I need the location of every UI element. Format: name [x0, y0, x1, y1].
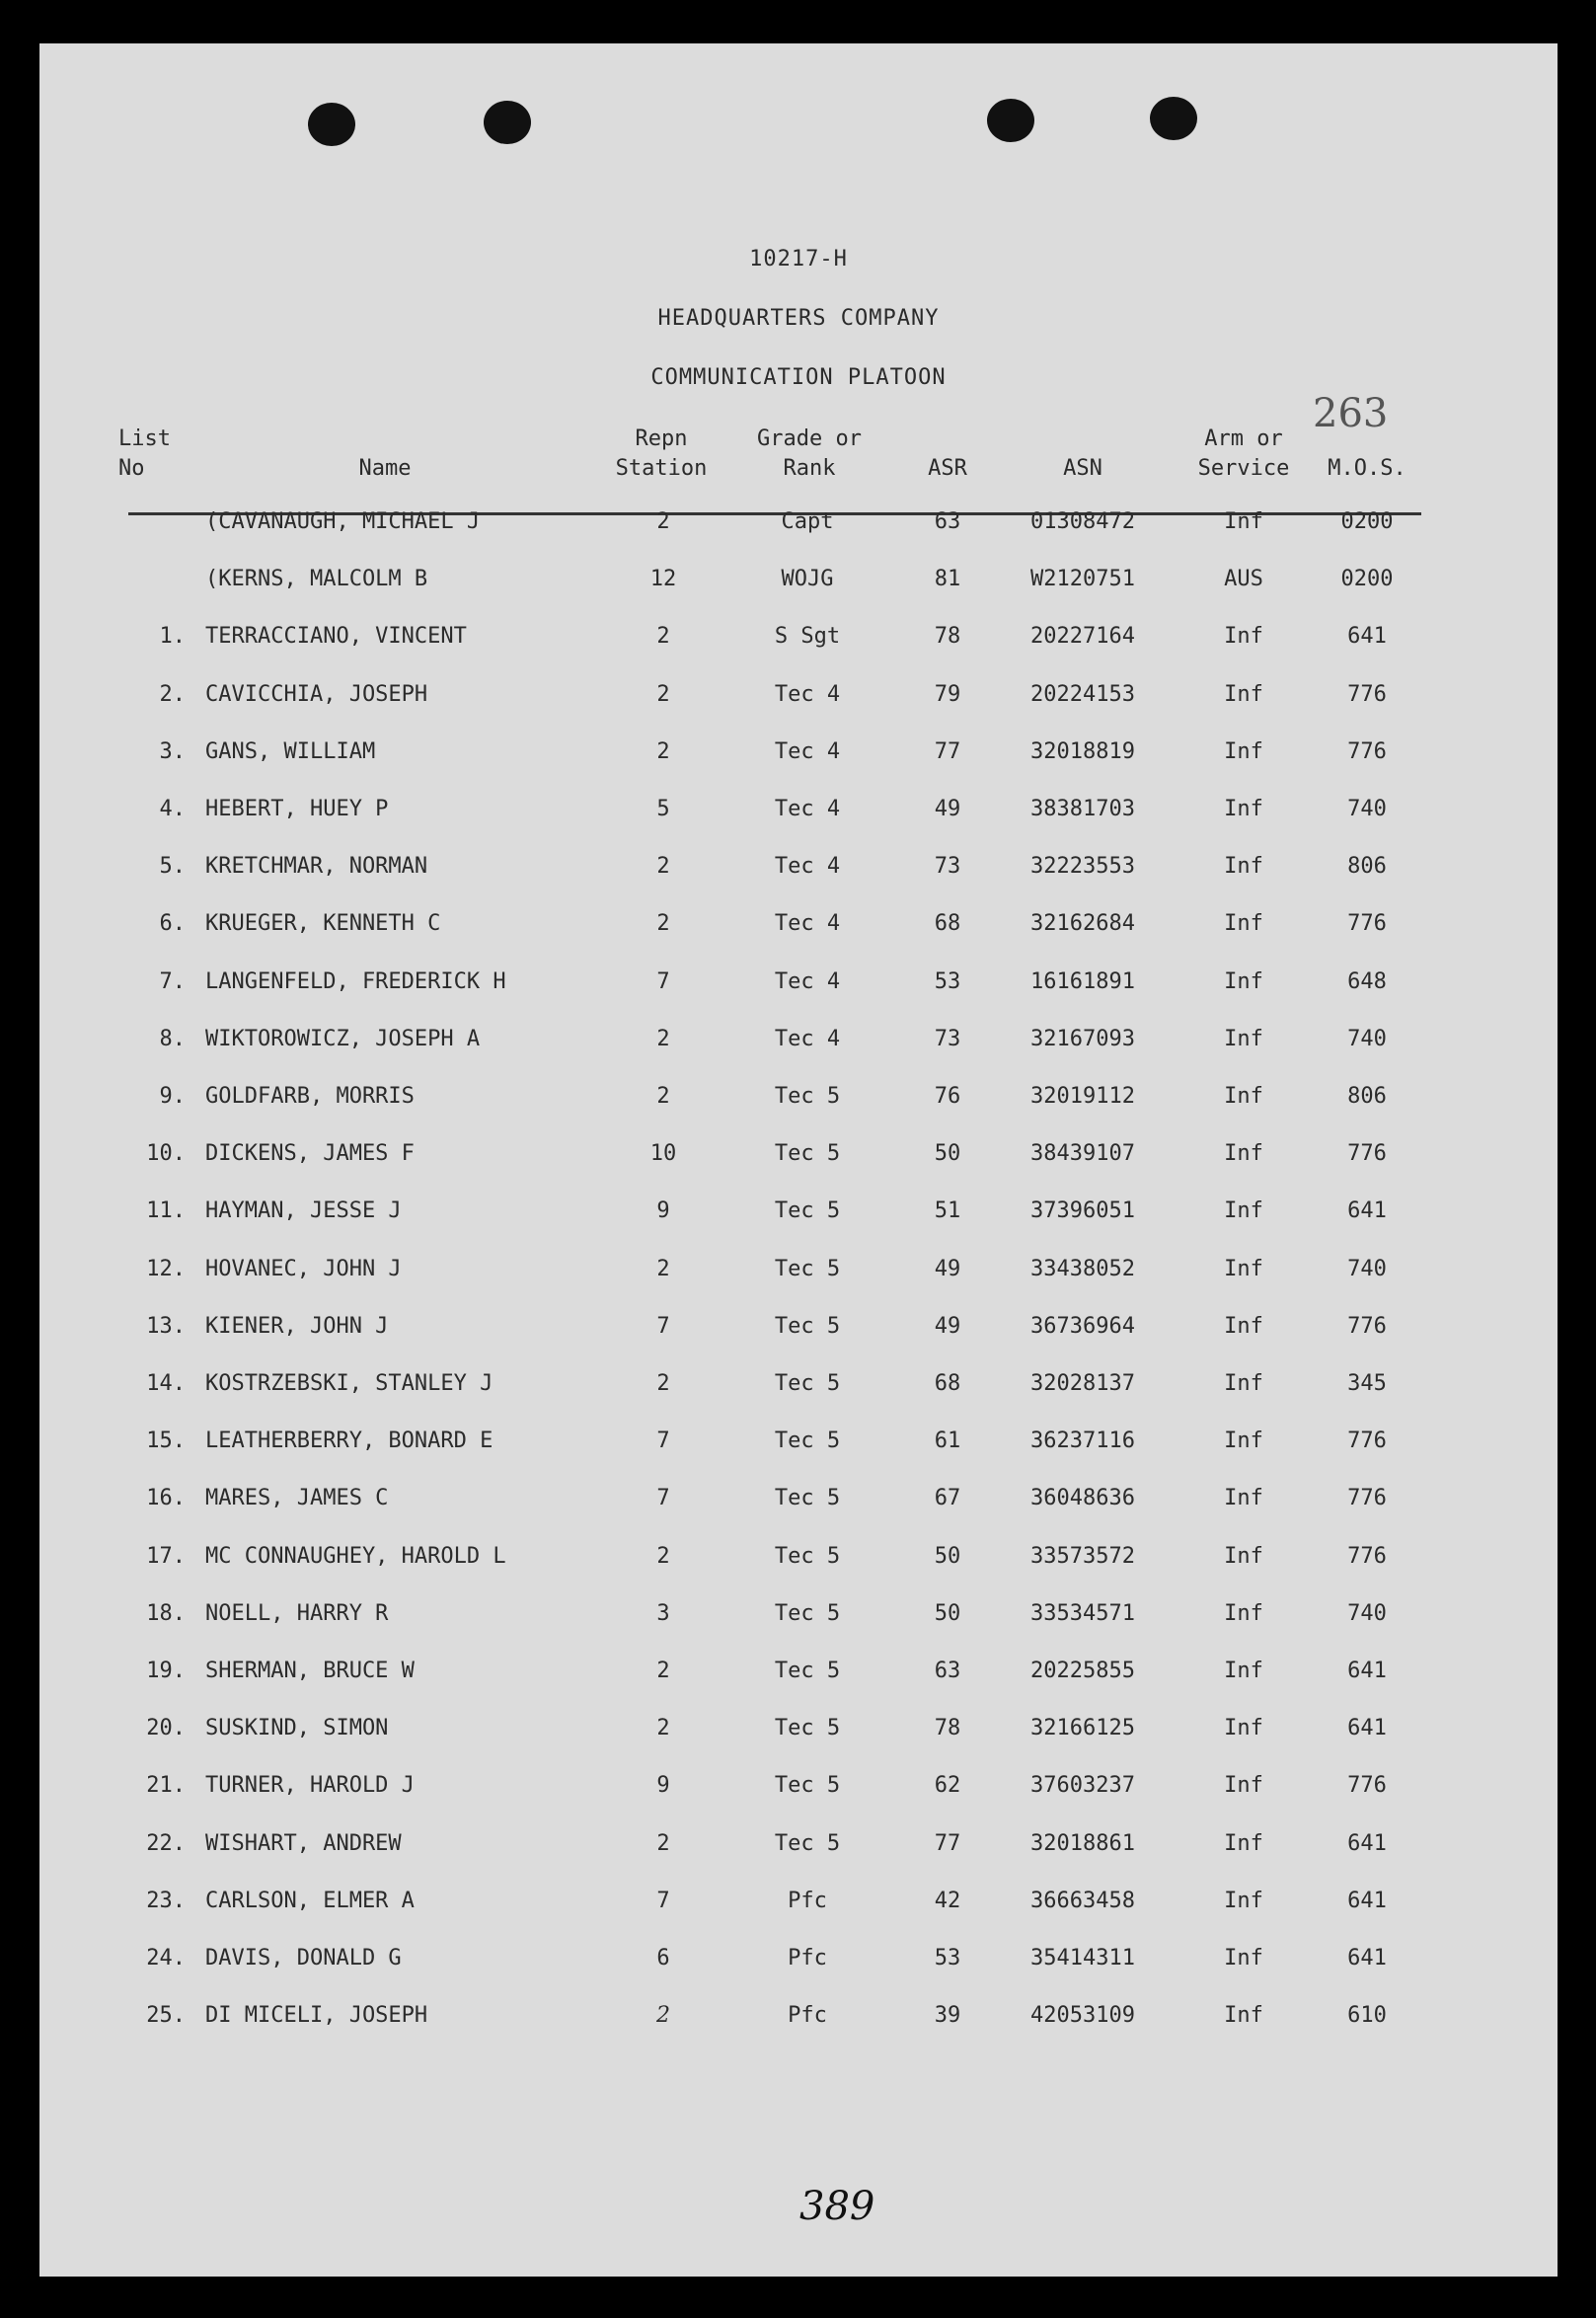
cell-grade: Tec 5	[774, 1716, 841, 1740]
cell-no: 6.	[159, 911, 186, 936]
table-row	[39, 624, 1558, 663]
cell-mos: 776	[1347, 1486, 1387, 1510]
cell-asn: 20224153	[1030, 682, 1135, 707]
cell-no: 23.	[146, 1889, 186, 1913]
cell-grade: Tec 4	[774, 854, 841, 879]
cell-arm: Inf	[1224, 1889, 1263, 1913]
cell-mos: 776	[1347, 1429, 1387, 1453]
cell-name: CAVICCHIA, JOSEPH	[205, 682, 428, 707]
table-row	[39, 1831, 1558, 1871]
cell-asr: 77	[934, 1831, 961, 1856]
cell-grade: Tec 5	[774, 1601, 841, 1626]
table-row	[39, 739, 1558, 779]
cell-no: 12.	[146, 1257, 186, 1281]
cell-asn: 32167093	[1030, 1027, 1135, 1051]
cell-grade: Tec 4	[774, 969, 841, 994]
cell-mos: 806	[1347, 854, 1387, 879]
cell-mos: 641	[1347, 624, 1387, 649]
cell-mos: 610	[1347, 2003, 1387, 2028]
table-row	[39, 854, 1558, 893]
cell-name: HEBERT, HUEY P	[205, 797, 389, 821]
cell-grade: Pfc	[788, 1946, 827, 1970]
punch-hole	[1150, 97, 1197, 140]
cell-arm: Inf	[1224, 1429, 1263, 1453]
cell-station: 2	[656, 1716, 670, 1740]
cell-grade: Pfc	[788, 1889, 827, 1913]
cell-asr: 49	[934, 797, 961, 821]
cell-station: 7	[656, 969, 670, 994]
cell-grade: Tec 4	[774, 682, 841, 707]
cell-grade: Tec 5	[774, 1371, 841, 1396]
table-row	[39, 969, 1558, 1009]
cell-name: HOVANEC, JOHN J	[205, 1257, 402, 1281]
cell-asr: 81	[934, 567, 961, 591]
cell-arm: Inf	[1224, 1371, 1263, 1396]
cell-grade: Tec 4	[774, 911, 841, 936]
cell-name: DAVIS, DONALD G	[205, 1946, 402, 1970]
cell-arm: Inf	[1224, 1659, 1263, 1683]
cell-grade: Tec 5	[774, 1141, 841, 1166]
cell-grade: Tec 5	[774, 1198, 841, 1223]
cell-no: 14.	[146, 1371, 186, 1396]
table-row	[39, 2003, 1558, 2043]
cell-asn: 37603237	[1030, 1773, 1135, 1798]
col-arm-service: Arm or Service	[1197, 426, 1290, 481]
cell-station: 12	[649, 567, 677, 591]
table-row	[39, 1429, 1558, 1468]
cell-arm: Inf	[1224, 1601, 1263, 1626]
cell-asr: 50	[934, 1544, 961, 1569]
cell-asr: 50	[934, 1601, 961, 1626]
page-number: 389	[799, 2184, 875, 2229]
punch-hole	[987, 99, 1034, 142]
cell-name: WISHART, ANDREW	[205, 1831, 402, 1856]
cell-asr: 49	[934, 1314, 961, 1339]
cell-mos: 776	[1347, 911, 1387, 936]
cell-no: 9.	[159, 1084, 186, 1109]
cell-arm: Inf	[1224, 1314, 1263, 1339]
table-row	[39, 1486, 1558, 1525]
cell-asr: 42	[934, 1889, 961, 1913]
cell-mos: 345	[1347, 1371, 1387, 1396]
table-row	[39, 1371, 1558, 1411]
cell-asn: 35414311	[1030, 1946, 1135, 1970]
cell-asn: 42053109	[1030, 2003, 1135, 2028]
cell-mos: 641	[1347, 1716, 1387, 1740]
cell-arm: Inf	[1224, 1716, 1263, 1740]
cell-mos: 776	[1347, 1141, 1387, 1166]
cell-no: 13.	[146, 1314, 186, 1339]
cell-name: DI MICELI, JOSEPH	[205, 2003, 428, 2028]
cell-name: WIKTOROWICZ, JOSEPH A	[205, 1027, 481, 1051]
cell-station: 9	[656, 1773, 670, 1798]
col-repn-station: Repn Station	[615, 426, 708, 481]
cell-station: 2	[656, 624, 670, 649]
cell-grade: Tec 5	[774, 1084, 841, 1109]
cell-station: 2	[656, 509, 670, 534]
cell-asn: 32223553	[1030, 854, 1135, 879]
table-row	[39, 1141, 1558, 1181]
cell-asr: 53	[934, 969, 961, 994]
cell-asn: 20225855	[1030, 1659, 1135, 1683]
cell-no: 7.	[159, 969, 186, 994]
cell-no: 15.	[146, 1429, 186, 1453]
cell-mos: 641	[1347, 1198, 1387, 1223]
platoon-heading: COMMUNICATION PLATOON	[650, 365, 947, 390]
cell-no: 25.	[146, 2003, 186, 2028]
cell-asr: 78	[934, 624, 961, 649]
cell-mos: 641	[1347, 1946, 1387, 1970]
table-row	[39, 797, 1558, 836]
cell-arm: Inf	[1224, 797, 1263, 821]
cell-station: 2	[656, 1027, 670, 1051]
document-page	[39, 43, 1558, 2277]
cell-grade: Tec 5	[774, 1659, 841, 1683]
table-row	[39, 1544, 1558, 1584]
cell-asr: 53	[934, 1946, 961, 1970]
table-row	[39, 509, 1558, 549]
cell-grade: Tec 5	[774, 1544, 841, 1569]
table-row	[39, 1027, 1558, 1066]
cell-asn: 33573572	[1030, 1544, 1135, 1569]
cell-arm: Inf	[1224, 682, 1263, 707]
document-id: 10217-H	[749, 247, 848, 271]
cell-name: TERRACCIANO, VINCENT	[205, 624, 467, 649]
cell-asn: 38439107	[1030, 1141, 1135, 1166]
cell-arm: Inf	[1224, 509, 1263, 534]
col-mos: M.O.S.	[1328, 456, 1406, 481]
cell-grade: Tec 4	[774, 739, 841, 764]
cell-mos: 641	[1347, 1889, 1387, 1913]
cell-asn: 36237116	[1030, 1429, 1135, 1453]
cell-arm: Inf	[1224, 1773, 1263, 1798]
cell-name: HAYMAN, JESSE J	[205, 1198, 402, 1223]
cell-arm: Inf	[1224, 1486, 1263, 1510]
cell-mos: 776	[1347, 1314, 1387, 1339]
cell-name: KIENER, JOHN J	[205, 1314, 389, 1339]
cell-no: 20.	[146, 1716, 186, 1740]
cell-asn: 36048636	[1030, 1486, 1135, 1510]
cell-arm: Inf	[1224, 1084, 1263, 1109]
cell-station: 2	[656, 1371, 670, 1396]
cell-arm: AUS	[1224, 567, 1263, 591]
cell-no: 19.	[146, 1659, 186, 1683]
cell-asn: 32019112	[1030, 1084, 1135, 1109]
table-row	[39, 1257, 1558, 1296]
cell-asn: 01308472	[1030, 509, 1135, 534]
cell-grade: Tec 4	[774, 797, 841, 821]
cell-mos: 806	[1347, 1084, 1387, 1109]
cell-arm: Inf	[1224, 911, 1263, 936]
cell-no: 3.	[159, 739, 186, 764]
cell-asr: 79	[934, 682, 961, 707]
table-row	[39, 1084, 1558, 1123]
col-name: Name	[358, 456, 412, 481]
cell-mos: 0200	[1340, 509, 1394, 534]
cell-grade: Tec 4	[774, 1027, 841, 1051]
cell-name: SUSKIND, SIMON	[205, 1716, 389, 1740]
cell-arm: Inf	[1224, 1257, 1263, 1281]
cell-station: 7	[656, 1429, 670, 1453]
table-row	[39, 1314, 1558, 1353]
cell-asr: 63	[934, 509, 961, 534]
col-list-no: List No	[118, 426, 171, 481]
cell-mos: 641	[1347, 1659, 1387, 1683]
cell-station: 7	[656, 1314, 670, 1339]
cell-no: 18.	[146, 1601, 186, 1626]
cell-asn: 36736964	[1030, 1314, 1135, 1339]
cell-arm: Inf	[1224, 1946, 1263, 1970]
cell-no: 1.	[159, 624, 186, 649]
cell-grade: Tec 5	[774, 1314, 841, 1339]
cell-name: MC CONNAUGHEY, HAROLD L	[205, 1544, 506, 1569]
cell-asr: 61	[934, 1429, 961, 1453]
cell-name: LEATHERBERRY, BONARD E	[205, 1429, 494, 1453]
cell-grade: Tec 5	[774, 1486, 841, 1510]
col-asn: ASN	[1063, 456, 1102, 481]
cell-asr: 49	[934, 1257, 961, 1281]
cell-asr: 73	[934, 1027, 961, 1051]
cell-grade: Capt	[781, 509, 834, 534]
cell-station: 2	[656, 911, 670, 936]
col-grade: Grade or Rank	[757, 426, 862, 481]
cell-station: 2	[656, 2003, 670, 2028]
table-row	[39, 1659, 1558, 1698]
cell-name: LANGENFELD, FREDERICK H	[205, 969, 506, 994]
table-row	[39, 1601, 1558, 1641]
col-asr: ASR	[928, 456, 967, 481]
cell-asr: 73	[934, 854, 961, 879]
cell-station: 3	[656, 1601, 670, 1626]
table-row	[39, 1889, 1558, 1928]
cell-station: 2	[656, 854, 670, 879]
cell-no: 11.	[146, 1198, 186, 1223]
table-row	[39, 682, 1558, 722]
cell-name: KRETCHMAR, NORMAN	[205, 854, 428, 879]
cell-no: 24.	[146, 1946, 186, 1970]
cell-arm: Inf	[1224, 854, 1263, 879]
cell-station: 7	[656, 1486, 670, 1510]
cell-asr: 68	[934, 1371, 961, 1396]
cell-mos: 740	[1347, 1027, 1387, 1051]
cell-name: NOELL, HARRY R	[205, 1601, 389, 1626]
cell-grade: Pfc	[788, 2003, 827, 2028]
cell-grade: S Sgt	[774, 624, 841, 649]
cell-grade: Tec 5	[774, 1257, 841, 1281]
cell-arm: Inf	[1224, 739, 1263, 764]
cell-asn: 38381703	[1030, 797, 1135, 821]
cell-arm: Inf	[1224, 624, 1263, 649]
cell-station: 2	[656, 682, 670, 707]
cell-asr: 62	[934, 1773, 961, 1798]
cell-asn: 16161891	[1030, 969, 1135, 994]
cell-asr: 50	[934, 1141, 961, 1166]
cell-station: 2	[656, 1257, 670, 1281]
table-row	[39, 1773, 1558, 1813]
cell-mos: 776	[1347, 1544, 1387, 1569]
cell-asr: 51	[934, 1198, 961, 1223]
cell-no: 8.	[159, 1027, 186, 1051]
cell-station: 2	[656, 1544, 670, 1569]
cell-asr: 76	[934, 1084, 961, 1109]
cell-asn: 32018819	[1030, 739, 1135, 764]
cell-name: CARLSON, ELMER A	[205, 1889, 415, 1913]
table-row	[39, 1716, 1558, 1755]
punch-hole	[308, 103, 355, 146]
cell-no: 5.	[159, 854, 186, 879]
cell-no: 16.	[146, 1486, 186, 1510]
cell-asn: 33438052	[1030, 1257, 1135, 1281]
cell-station: 2	[656, 739, 670, 764]
cell-grade: Tec 5	[774, 1429, 841, 1453]
cell-asr: 39	[934, 2003, 961, 2028]
cell-no: 21.	[146, 1773, 186, 1798]
cell-arm: Inf	[1224, 1831, 1263, 1856]
cell-asr: 68	[934, 911, 961, 936]
cell-name: (KERNS, MALCOLM B	[205, 567, 428, 591]
cell-asr: 77	[934, 739, 961, 764]
cell-mos: 648	[1347, 969, 1387, 994]
cell-mos: 740	[1347, 1601, 1387, 1626]
table-row	[39, 911, 1558, 951]
cell-no: 4.	[159, 797, 186, 821]
cell-no: 17.	[146, 1544, 186, 1569]
cell-asn: 37396051	[1030, 1198, 1135, 1223]
cell-station: 6	[656, 1946, 670, 1970]
cell-mos: 0200	[1340, 567, 1394, 591]
cell-asr: 63	[934, 1659, 961, 1683]
cell-asn: 33534571	[1030, 1601, 1135, 1626]
cell-name: GANS, WILLIAM	[205, 739, 376, 764]
cell-station: 10	[649, 1141, 677, 1166]
cell-station: 2	[656, 1659, 670, 1683]
cell-no: 2.	[159, 682, 186, 707]
cell-name: TURNER, HAROLD J	[205, 1773, 415, 1798]
cell-asn: 32018861	[1030, 1831, 1135, 1856]
cell-name: GOLDFARB, MORRIS	[205, 1084, 415, 1109]
cell-station: 5	[656, 797, 670, 821]
cell-no: 10.	[146, 1141, 186, 1166]
cell-asn: 32028137	[1030, 1371, 1135, 1396]
cell-name: KOSTRZEBSKI, STANLEY J	[205, 1371, 494, 1396]
cell-station: 7	[656, 1889, 670, 1913]
cell-asn: 32166125	[1030, 1716, 1135, 1740]
cell-name: MARES, JAMES C	[205, 1486, 389, 1510]
cell-mos: 641	[1347, 1831, 1387, 1856]
cell-asr: 67	[934, 1486, 961, 1510]
cell-arm: Inf	[1224, 1027, 1263, 1051]
cell-arm: Inf	[1224, 1198, 1263, 1223]
cell-station: 2	[656, 1084, 670, 1109]
cell-name: SHERMAN, BRUCE W	[205, 1659, 415, 1683]
cell-mos: 740	[1347, 797, 1387, 821]
cell-arm: Inf	[1224, 1141, 1263, 1166]
cell-mos: 776	[1347, 739, 1387, 764]
cell-asn: 36663458	[1030, 1889, 1135, 1913]
cell-asn: 32162684	[1030, 911, 1135, 936]
punch-hole	[484, 101, 531, 144]
cell-station: 9	[656, 1198, 670, 1223]
cell-grade: Tec 5	[774, 1831, 841, 1856]
cell-name: KRUEGER, KENNETH C	[205, 911, 441, 936]
cell-asn: 20227164	[1030, 624, 1135, 649]
cell-station: 2	[656, 1831, 670, 1856]
cell-grade: Tec 5	[774, 1773, 841, 1798]
company-heading: HEADQUARTERS COMPANY	[657, 306, 940, 331]
cell-arm: Inf	[1224, 2003, 1263, 2028]
cell-grade: WOJG	[781, 567, 834, 591]
cell-asr: 78	[934, 1716, 961, 1740]
table-row	[39, 1198, 1558, 1238]
cell-mos: 776	[1347, 1773, 1387, 1798]
table-row	[39, 1946, 1558, 1985]
table-row	[39, 567, 1558, 606]
cell-arm: Inf	[1224, 1544, 1263, 1569]
cell-name: DICKENS, JAMES F	[205, 1141, 415, 1166]
cell-mos: 776	[1347, 682, 1387, 707]
cell-asn: W2120751	[1030, 567, 1135, 591]
cell-no: 22.	[146, 1831, 186, 1856]
stamp-number: 263	[1313, 391, 1389, 436]
cell-arm: Inf	[1224, 969, 1263, 994]
cell-mos: 740	[1347, 1257, 1387, 1281]
cell-name: (CAVANAUGH, MICHAEL J	[205, 509, 481, 534]
